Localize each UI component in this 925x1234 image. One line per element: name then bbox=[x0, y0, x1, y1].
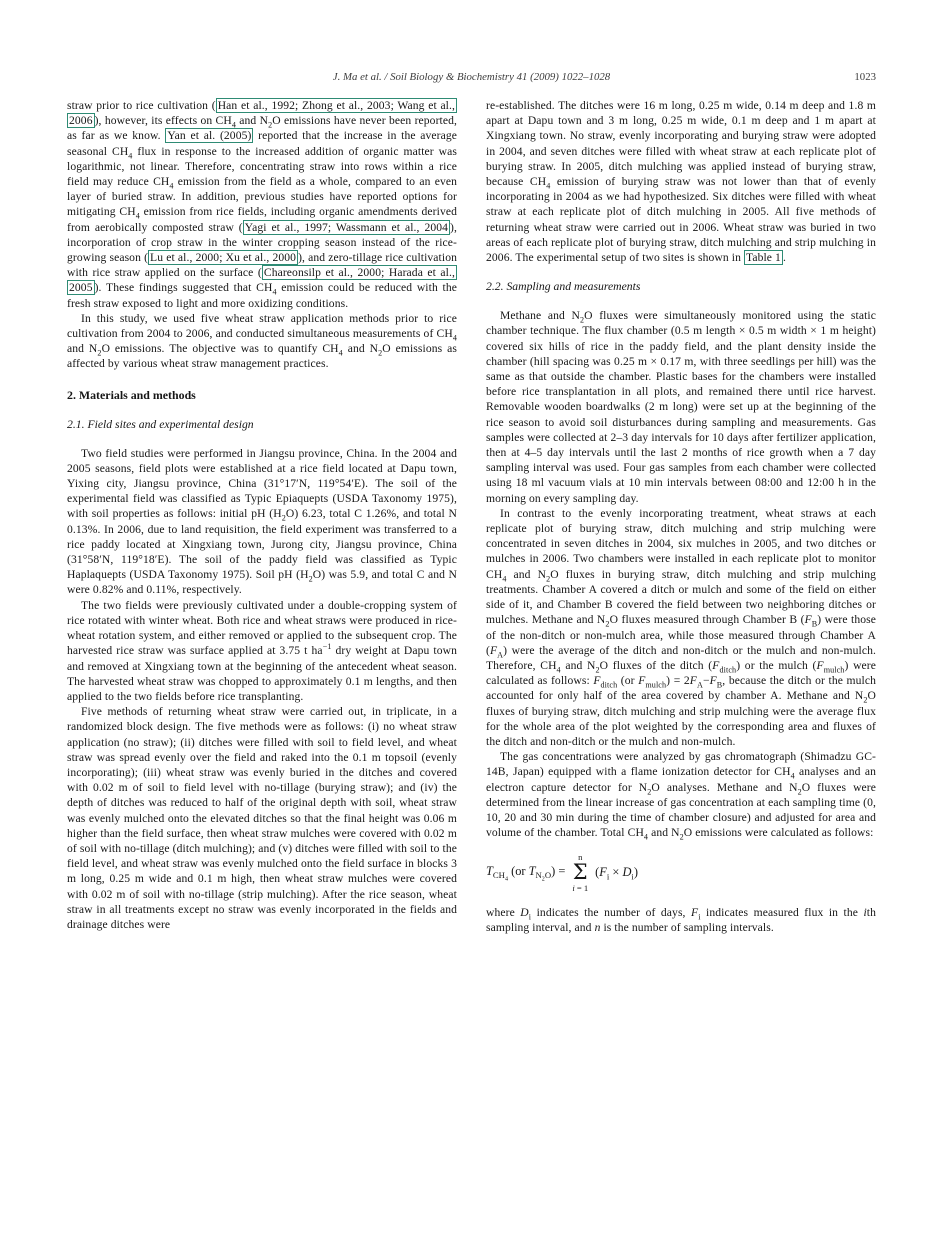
equation-rhs: $(F_i \times D_i)$ bbox=[595, 864, 638, 882]
left-column bbox=[67, 98, 457, 935]
paragraph: In contrast to the evenly incorporating treatment, wheat straws at each replicate plot of burying straw, ditch mulching and strip mulching were concentrated in seven ditches in 2004, six mulches in 2005, and two ditches or mulches in 2006. Two chambers were installed in each replicate plot to monitor $CH_4$ and $N_2O$ fluxes in burying straw, ditch mulching and strip mulching treatments. Chamber A covered a ditch or mulch and some of the field on either side of it, and Chamber B covered the field between two neighboring ditches or mulches. Methane and $N_2O$ fluxes measured through Chamber B $(F_B)$ were those of the non-ditch or non-mulch area, while those measured through Chamber A $(F_A)$ were the average of the ditch and non-ditch or the mulch and non-mulch. Therefore, $CH_4$ and $N_2O$ fluxes of the ditch $(F_{ditch})$ or the mulch $(F_{mulch})$ were calculated as follows: $F_{ditch}$ (or $F_{mulch}) = 2F_A-F_B$, because the ditch or the mulch accounted for only half of the area covered by chamber A. Methane and $N_2O$ fluxes of burying straw, ditch mulching and strip mulching were the average flux for the whole area of the plot weighted by the corresponding area and fluxes of the ditch and non-ditch or the mulch and non-mulch. bbox=[486, 506, 876, 748]
citation-link[interactable]: Yan et al. (2005) bbox=[167, 129, 252, 143]
paragraph: Methane and $N_2O$ fluxes were simultaneously monitored using the static chamber technique. The flux chamber (0.5 m length × 0.5 m width × 1 m height) covered six hills of rice in the paddy field, and the plant density inside the chamber (hill spacing was 0.25 m × 0.17 m, with three seedlings per hill) was the same as that outside the chamber. Plastic bases for the chambers were installed before rice transplantation in all plots, and remained there until rice harvest. Removable wooden boardwalks (2 m long) were set up at the beginning of the rice season to avoid soil disturbances during sampling and measurements. Gas samples were collected at 2–3 day intervals for 10 days after fertilizer application, then at 4–5 day intervals until the last 2 months of rice growth when a 7 day sampling interval was used. Four gas samples from each chamber were collected using 18 ml vacuum vials at 10 min intervals between 08:00 and 12:00 h in the morning on every sampling day. bbox=[486, 309, 876, 505]
paragraph: The gas concentrations were analyzed by gas chromatograph (Shimadzu GC-14B, Japan) equipped with a flame ionization detector for $CH_4$ analyses and an electron capture detector for $N_2O$ analyses. Methane and $N_2O$ fluxes were determined from the linear increase of gas concentration at each sampling time (0, 10, 20 and 30 min during the time of chamber closure) and adjusted for area and volume of the chamber. Total $CH_4$ and $N_2O$ emissions were calculated as follows: bbox=[486, 750, 876, 842]
summation-lower-limit: i = 1 bbox=[572, 882, 589, 893]
paragraph: straw prior to rice cultivation ( Han et al., 1992; Zhong et al., 2003; Wang et al., 2006 ), however, its effects on $CH_4$ and $N_2O$ emissions have never been reported, as far as we know. Yan et al. (2005) reported that the increase in the average seasonal $CH_4$ flux in response to the increased addition of organic matter was logarithmic, not linear. Therefore, concentrating straw into rows within a rice field may reduce $CH_4$ emission from the field as a whole, compared to an even layer of buried straw. In addition, previous studies have reported options for mitigating $CH_4$ emission from rice fields, including organic amendments derived from aerobically composted straw ( Yagi et al., 1997; Wassmann et al., 2004 ), incorporation of crop straw in the winter cropping season instead of the rice-growing season ( Lu et al., 2000; Xu et al., 2000 ), and zero-tillage rice cultivation with rice straw applied on the surface ( Chareonsilp et al., 2000; Harada et al., 2005 ). These findings suggested that $CH_4$ emission could be reduced with the fresh straw exposed to light and more oxidizing conditions. bbox=[67, 99, 458, 310]
article-body bbox=[67, 98, 876, 935]
running-head: J. Ma et al. / Soil Biology & Biochemistry 41 (2009) 1022–1028 bbox=[332, 71, 611, 83]
citation-link[interactable]: Han et al., 1992; Zhong et al., 2003; Wang et al., 2006 bbox=[69, 99, 456, 128]
paragraph: The two fields were previously cultivated under a double-cropping system of rice rotated with winter wheat. Both rice and wheat straws were produced in rice-wheat rotation system, and either removed or applied to the subsequent crop. The harvested rice straw was surface applied at 3.75 t $ha^{-1}$ dry weight at Dapu town and removed at Xingxiang town at the beginning of the antecedent wheat season. The harvested wheat straw was chopped to approximately 0.1 m lengths, and then applied to the two fields before rice transplanting. bbox=[67, 598, 457, 703]
section-heading: 2. Materials and methods bbox=[67, 387, 196, 402]
summation-upper-limit: n bbox=[578, 852, 583, 863]
paragraph: Two field studies were performed in Jiangsu province, China. In the 2004 and 2005 seasons, field plots were established at a rice field located at Dapu town, Yixing city, Jiangsu province, China (31°17′N, 119°54′E). The soil of the experimental field was classified as Typic Epiaquepts (USDA Taxonomy 1975), with soil properties as follows: initial pH $(H_2O)$ 6.23, total C 1.26%, and total N 0.13%. In 2006, due to land requisition, the field experiment was transferred to a rice paddy located at Xingxiang town, Jurong city, Jiangsu province, China (31°58′N, 119°18′E). The soil of the paddy field was classified as Typic Haplaquepts (USDA Taxonomy 1975). Soil pH $(H_2O)$ was 5.9, and total C and N were 0.82% and 0.11%, respectively. bbox=[67, 446, 457, 597]
citation-link[interactable]: Lu et al., 2000; Xu et al., 2000 bbox=[150, 251, 297, 265]
paragraph: where $D_i$ indicates the number of days, $F_i$ indicates measured flux in the ith sampling interval, and n is the number of sampling intervals. bbox=[486, 905, 876, 935]
paragraph: Five methods of returning wheat straw were carried out, in triplicate, in a randomized block design. The five methods were as follows: (i) no wheat straw application (no straw); (ii) ditches were filled with soil to field level, and wheat straw was spread evenly over the field and raked into the 0.1 m topsoil (evenly incorporating); (iii) wheat straw was evenly buried in the ditches and covered with 0.02 m of soil to field level with no-tillage (burying straw); and (iv) the depth of ditches was reduced to half of the original depth with soil, wheat straw was evenly mulched onto the elevated ditches so that the final height was 0.06 m higher than the field surface, then wheat straw mulches were covered with 0.02 m of soil with no-tillage (ditch mulching); and (v) ditches were filled with soil to the field level, and wheat straw was evenly mulched onto the field surface in blocks 3 m long, 0.25 m wide and 0.1 m high, then wheat straw mulches were covered with 0.02 m of soil with no-tillage (strip mulching). After the rice season, wheat straw in all treatments except no straw was evenly incorporated in the fields and drainage ditches were bbox=[67, 705, 457, 931]
summation-symbol bbox=[572, 852, 588, 893]
citation-link[interactable]: Table 1 bbox=[745, 251, 781, 265]
paragraph: In this study, we used five wheat straw application methods prior to rice cultivation from 2004 to 2006, and conducted simultaneous measurements of $CH_4$ and $N_2O$ emissions. The objective was to quantify $CH_4$ and $N_2O$ emissions as affected by various wheat straw management practices. bbox=[67, 311, 457, 371]
page-number: 1023 bbox=[854, 71, 876, 83]
right-column bbox=[486, 98, 876, 935]
paragraph: re-established. The ditches were 16 m long, 0.25 m wide, 0.14 m deep and 1.8 m apart at Dapu town and 3 m long, 0.25 m wide, 0.1 m deep and 1 m apart at Xingxiang town. No straw, evenly incorporating and burying straw were adopted in 2004, and seven ditches were filled with wheat straw at each replicate plot of burying straw. In 2005, ditch mulching was applied instead of burying straw, because $CH_4$ emission of burying straw was not lower than that of evenly incorporating in 2004 as we had hypothesized. Six ditches were filled with wheat straw at each replicate plot of ditch mulching in 2005. All five methods of returning wheat straw were carried out in 2006. Wheat straw was buried in two areas of each replicate plot of burying straw, ditch mulching and strip mulching in 2006. The experimental setup of two sites is shown in Table 1 . bbox=[486, 99, 876, 265]
subsection-heading: 2.1. Field sites and experimental design bbox=[67, 417, 254, 431]
sigma-glyph: Σ bbox=[572, 859, 588, 884]
equation bbox=[486, 852, 876, 893]
citation-link[interactable]: Chareonsilp et al., 2000; Harada et al., 2005 bbox=[69, 266, 455, 295]
subsection-heading: 2.2. Sampling and measurements bbox=[486, 280, 641, 294]
equation-lhs: $T_{CH_4}$ (or $T_{N_2O}$) = bbox=[486, 864, 566, 884]
citation-link[interactable]: Yagi et al., 1997; Wassmann et al., 2004 bbox=[244, 220, 449, 234]
page-header bbox=[67, 71, 876, 87]
